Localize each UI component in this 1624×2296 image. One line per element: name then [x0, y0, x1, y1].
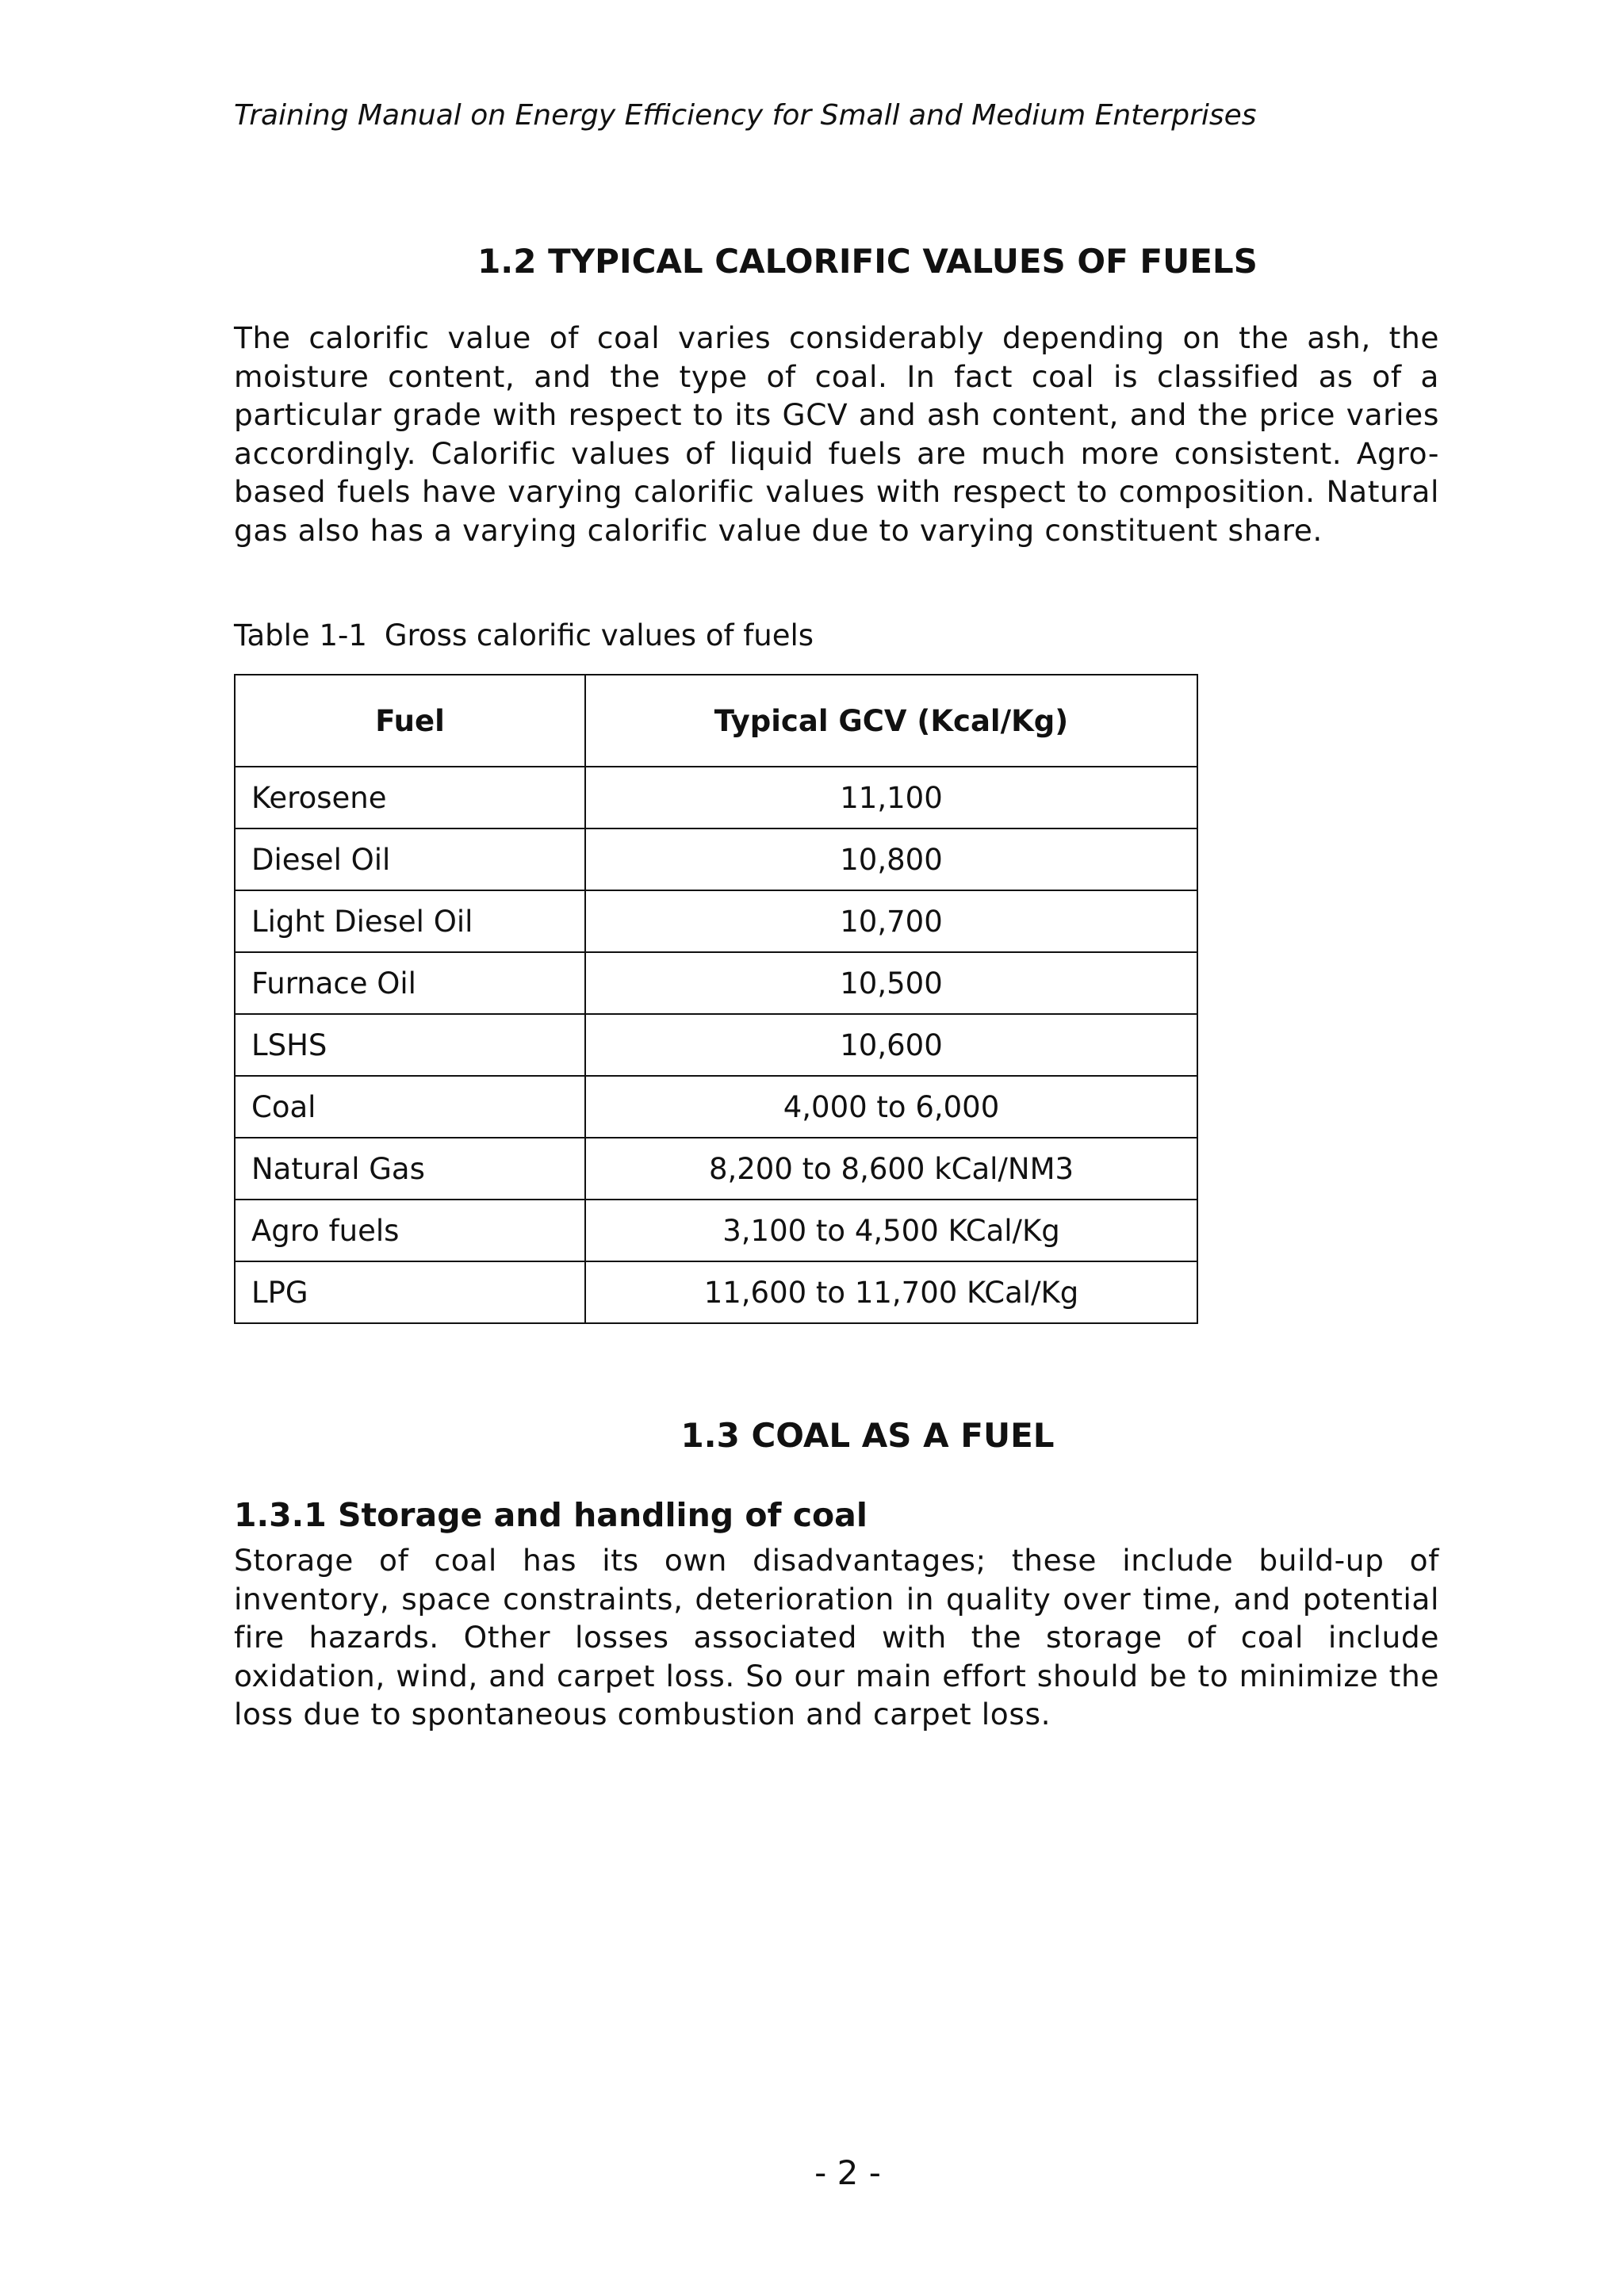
subsection-heading-1-3-1: 1.3.1 Storage and handling of coal [234, 1496, 868, 1534]
gross-calorific-values-table [234, 674, 1198, 1324]
table-header-row [235, 675, 1197, 767]
table-row [235, 1261, 1197, 1323]
paragraph-calorific-values: The calorific value of coal varies considerably depending on the ash, the moisture content, and the type of coal. In fact coal is classified as of a particular grade with respect to its GCV and ash content, and the price varies accordingly. Calorific values of liquid fuels are much more consistent. Agro-based fuels have varying calorific values with respect to composition. Natural gas also has a varying calorific value due to varying constituent share. [234, 320, 1439, 548]
table-row [235, 767, 1197, 828]
gcv-cell: 10,800 [585, 828, 1197, 890]
table-caption-text: Gross calorific values of fuels [384, 618, 814, 652]
gcv-cell: 11,100 [585, 767, 1197, 828]
table-row [235, 1076, 1197, 1138]
column-header-fuel: Fuel [235, 675, 585, 767]
fuel-cell: Coal [235, 1076, 585, 1138]
table-row [235, 1014, 1197, 1076]
fuel-cell: Kerosene [235, 767, 585, 828]
paragraph-coal-storage: Storage of coal has its own disadvantages; these include build-up of inventory, space constraints, deterioration in quality over time, and potential fire hazards. Other losses associated with the storage of coal include oxidation, wind, and carpet loss. So our main effort should be to minimize the loss due to spontaneous combustion and carpet loss. [234, 1543, 1439, 1732]
gcv-cell: 4,000 to 6,000 [585, 1076, 1197, 1138]
table-caption-label: Table 1-1 [234, 618, 367, 652]
fuel-cell: LSHS [235, 1014, 585, 1076]
column-header-gcv: Typical GCV (Kcal/Kg) [585, 675, 1197, 767]
gcv-cell: 10,600 [585, 1014, 1197, 1076]
gcv-cell: 11,600 to 11,700 KCal/Kg [585, 1261, 1197, 1323]
section-heading-1-2: 1.2 TYPICAL CALORIFIC VALUES OF FUELS [477, 242, 1258, 281]
fuel-cell: Diesel Oil [235, 828, 585, 890]
gcv-cell: 3,100 to 4,500 KCal/Kg [585, 1200, 1197, 1261]
table-row [235, 1138, 1197, 1200]
page-number: - 2 - [814, 2153, 881, 2192]
fuel-cell: Agro fuels [235, 1200, 585, 1261]
table-row [235, 1200, 1197, 1261]
table-row [235, 952, 1197, 1014]
table-row [235, 890, 1197, 952]
fuel-cell: Light Diesel Oil [235, 890, 585, 952]
table-caption [234, 618, 814, 654]
running-header: Training Manual on Energy Efficiency for Small and Medium Enterprises [234, 99, 1257, 132]
section-heading-1-3: 1.3 COAL AS A FUEL [680, 1416, 1055, 1455]
fuel-cell: LPG [235, 1261, 585, 1323]
gcv-cell: 10,500 [585, 952, 1197, 1014]
gcv-cell: 8,200 to 8,600 kCal/NM3 [585, 1138, 1197, 1200]
gcv-cell: 10,700 [585, 890, 1197, 952]
fuel-cell: Natural Gas [235, 1138, 585, 1200]
table-row [235, 828, 1197, 890]
fuel-cell: Furnace Oil [235, 952, 585, 1014]
